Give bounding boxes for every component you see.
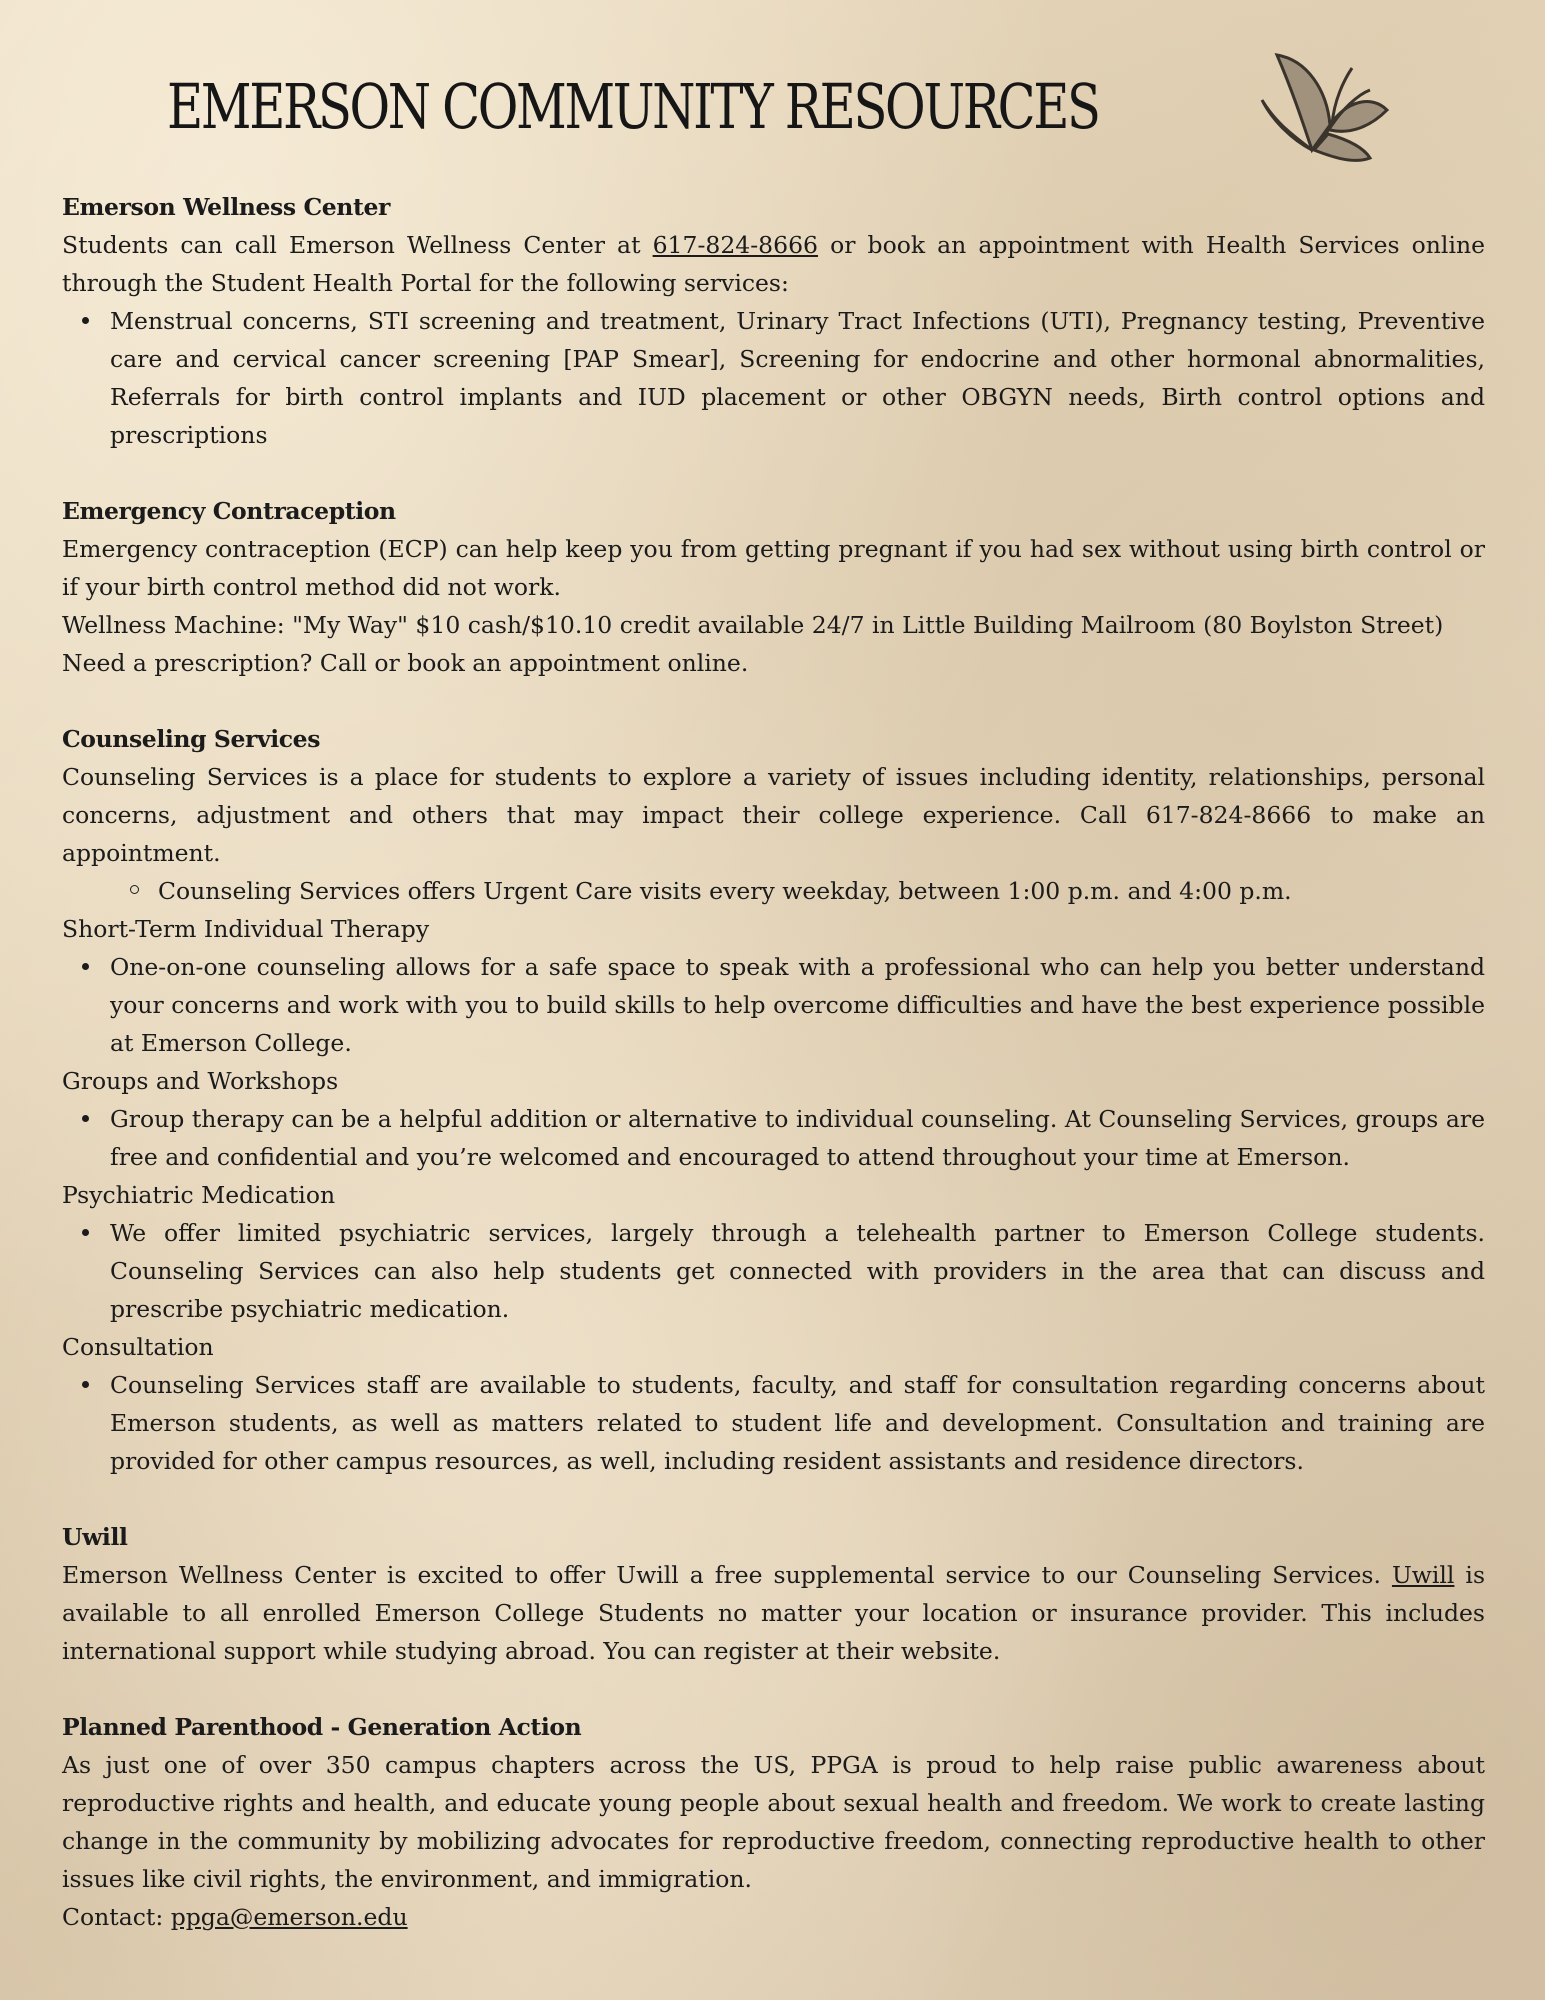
uwill-link[interactable]: Uwill <box>1391 1561 1455 1589</box>
therapy-title: Short-Term Individual Therapy <box>62 915 430 943</box>
groups-title: Groups and Workshops <box>62 1067 339 1095</box>
list-item: We offer limited psychiatric services, largely through a telehealth partner to Emerson College students. Counseling Services can also help students get connected with providers in the area that can discuss and prescribe psychiatric medication. <box>62 1214 1485 1328</box>
ecp-section <box>62 492 1485 682</box>
ppga-email-link[interactable]: ppga@emerson.edu <box>170 1903 408 1931</box>
wellness-intro <box>62 226 1485 302</box>
uwill-text <box>62 1556 1485 1670</box>
ppga-contact-label: Contact: <box>62 1903 171 1931</box>
wellness-intro-post: or book an appointment with Health Services online through the Student Health Portal for the following services: <box>62 231 1486 297</box>
therapy-list <box>62 948 1485 1062</box>
uwill-section <box>62 1518 1485 1670</box>
uwill-heading: Uwill <box>62 1523 128 1551</box>
counseling-section <box>62 720 1485 1480</box>
ppga-contact <box>62 1898 1485 1936</box>
ecp-heading: Emergency Contraception <box>62 497 396 525</box>
ecp-line-3: Need a prescription? Call or book an appointment online. <box>62 649 749 677</box>
psych-list <box>62 1214 1485 1328</box>
wellness-section <box>62 188 1485 454</box>
ecp-line-2: Wellness Machine: "My Way" $10 cash/$10.10 credit available 24/7 in Little Building Mailroom (80 Boylston Street) <box>62 611 1444 639</box>
wellness-phone-link[interactable]: 617-824-8666 <box>652 231 818 259</box>
psych-title: Psychiatric Medication <box>62 1181 336 1209</box>
consult-title: Consultation <box>62 1333 214 1361</box>
ppga-heading: Planned Parenthood - Generation Action <box>62 1713 582 1741</box>
uwill-text-post: is available to all enrolled Emerson College Students no matter your location or insurance provider. This includes international support while studying abroad. You can register at their website. <box>62 1561 1486 1665</box>
ecp-line-1: Emergency contraception (ECP) can help keep you from getting pregnant if you had sex without using birth control or if your birth control method did not work. <box>62 535 1485 601</box>
wellness-heading: Emerson Wellness Center <box>62 193 390 221</box>
ppga-text: As just one of over 350 campus chapters across the US, PPGA is proud to help raise public awareness about reproductive rights and health, and educate young people about sexual health and freedom. We work to create lasting change in the community by mobilizing advocates for reproductive freedom, connecting reproductive health to other issues like civil rights, the environment, and immigration. <box>62 1751 1485 1893</box>
groups-list <box>62 1100 1485 1176</box>
list-item: Counseling Services offers Urgent Care visits every weekday, between 1:00 p.m. and 4:00 p.m. <box>62 872 1485 910</box>
counseling-heading: Counseling Services <box>62 725 321 753</box>
uwill-text-pre: Emerson Wellness Center is excited to offer Uwill a free supplemental service to our Counseling Services. <box>62 1561 1392 1589</box>
list-item: Counseling Services staff are available to students, faculty, and staff for consultation regarding concerns about Emerson students, as well as matters related to student life and development. Consultation and training are provided for other campus resources, as well, including resident assistants and residence directors. <box>62 1366 1485 1480</box>
wellness-services-list <box>62 302 1485 454</box>
page-content <box>62 188 1485 1936</box>
counseling-urgent-list <box>62 872 1485 910</box>
page-header <box>62 30 1485 180</box>
counseling-intro: Counseling Services is a place for students to explore a variety of issues including identity, relationships, personal concerns, adjustment and others that may impact their college experience. Call 617-824-8666 to make an appointment. <box>62 763 1485 867</box>
consult-list <box>62 1366 1485 1480</box>
ppga-section <box>62 1708 1485 1936</box>
list-item: One-on-one counseling allows for a safe space to speak with a professional who can help you better understand your concerns and work with you to build skills to help overcome difficulties and have the best experience possible at Emerson College. <box>62 948 1485 1062</box>
list-item: Group therapy can be a helpful addition or alternative to individual counseling. At Counseling Services, groups are free and confidential and you’re welcomed and encouraged to attend throughout your time at Emerson. <box>62 1100 1485 1176</box>
list-item: Menstrual concerns, STI screening and treatment, Urinary Tract Infections (UTI), Pregnancy testing, Preventive care and cervical cancer screening [PAP Smear], Screening for endocrine and other hormonal abnormalities, Referrals for birth control implants and IUD placement or other OBGYN needs, Birth control options and prescriptions <box>62 302 1485 454</box>
butterfly-icon <box>1252 30 1402 180</box>
wellness-intro-pre: Students can call Emerson Wellness Center at <box>62 231 653 259</box>
page-title: EMERSON COMMUNITY RESOURCES <box>167 70 1099 143</box>
